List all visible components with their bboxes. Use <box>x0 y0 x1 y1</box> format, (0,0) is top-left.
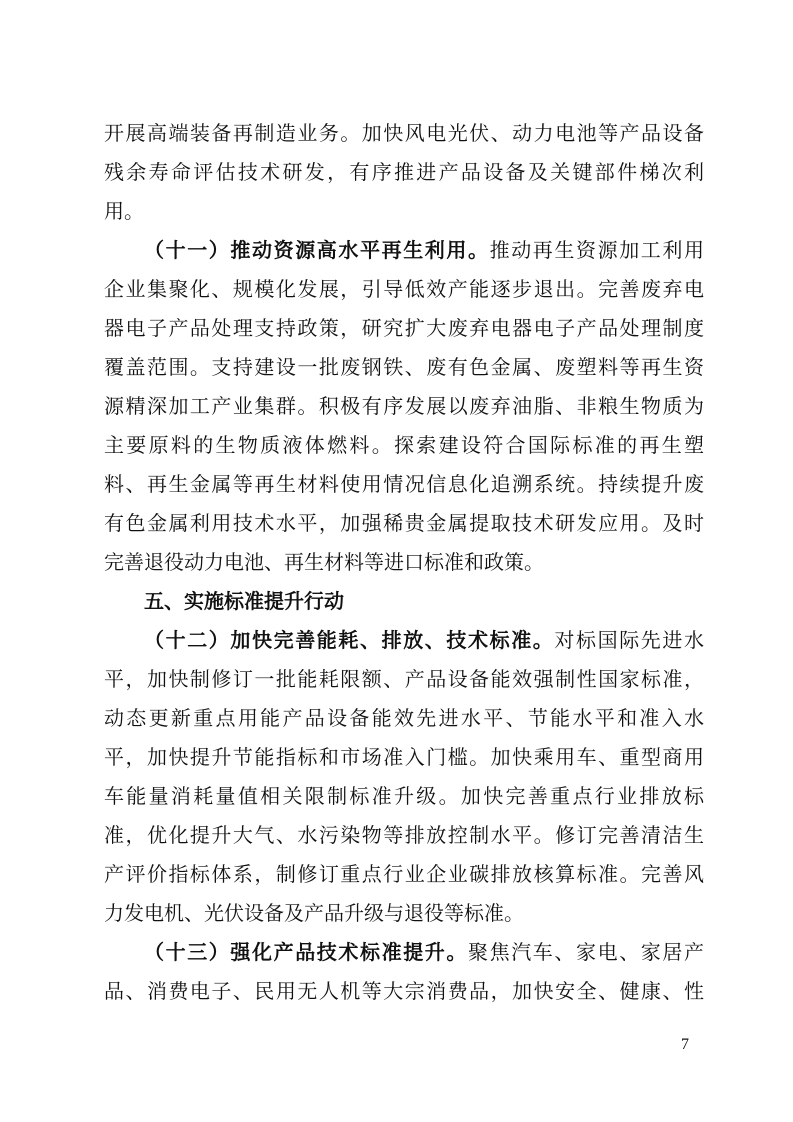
paragraph-first-line <box>144 627 704 653</box>
body-text-line: 有色金属利用技术水平，加强稀贵金属提取技术研发应用。及时 <box>104 511 704 535</box>
paragraph-first-line <box>144 237 704 263</box>
body-text-line: 覆盖范围。支持建设一批废钢铁、废有色金属、废塑料等再生资 <box>104 355 704 379</box>
section-heading: 五、实施标准提升行动 <box>144 589 344 613</box>
body-text-line: 主要原料的生物质液体燃料。探索建设符合国际标准的再生塑 <box>104 433 704 457</box>
paragraph-text: 推动再生资源加工利用 <box>489 238 705 262</box>
paragraph-first-line <box>144 939 704 965</box>
paragraph-text: 对标国际先进水 <box>554 628 705 652</box>
paragraph-lead-heading: （十一）推动资源高水平再生利用。 <box>144 238 490 262</box>
body-text-line: 平，加快制修订一批能耗限额、产品设备能效强制性国家标准， <box>104 667 704 691</box>
body-text-line: 品、消费电子、民用无人机等大宗消费品，加快安全、健康、性 <box>104 979 704 1003</box>
body-text-line: 完善退役动力电池、再生材料等进口标准和政策。 <box>104 550 544 574</box>
paragraph-lead-heading: （十二）加快完善能耗、排放、技术标准。 <box>144 628 555 652</box>
body-text-line: 动态更新重点用能产品设备能效先进水平、节能水平和准入水 <box>104 706 704 730</box>
body-text-line: 车能量消耗量值相关限制标准升级。加快完善重点行业排放标 <box>104 784 704 808</box>
paragraph-text: 聚焦汽车、家电、家居产 <box>468 940 704 964</box>
body-text-line: 残余寿命评估技术研发，有序推进产品设备及关键部件梯次利 <box>104 160 704 184</box>
body-text-line: 开展高端装备再制造业务。加快风电光伏、动力电池等产品设备 <box>104 121 704 145</box>
paragraph-lead-heading: （十三）强化产品技术标准提升。 <box>144 940 468 964</box>
body-text-line: 产评价指标体系，制修订重点行业企业碳排放核算标准。完善风 <box>104 862 704 886</box>
body-text-line: 准，优化提升大气、水污染物等排放控制水平。修订完善清洁生 <box>104 823 704 847</box>
body-text-line: 器电子产品处理支持政策，研究扩大废弃电器电子产品处理制度 <box>104 316 704 340</box>
body-text-line: 平，加快提升节能指标和市场准入门槛。加快乘用车、重型商用 <box>104 745 704 769</box>
body-text-line: 力发电机、光伏设备及产品升级与退役等标准。 <box>104 901 524 925</box>
body-text-line: 企业集聚化、规模化发展，引导低效产能逐步退出。完善废弃电 <box>104 277 704 301</box>
body-text-line: 料、再生金属等再生材料使用情况信息化追溯系统。持续提升废 <box>104 472 704 496</box>
body-text-line: 用。 <box>104 199 144 223</box>
page-number: 7 <box>681 1036 689 1053</box>
body-text-line: 源精深加工产业集群。积极有序发展以废弃油脂、非粮生物质为 <box>104 394 704 418</box>
